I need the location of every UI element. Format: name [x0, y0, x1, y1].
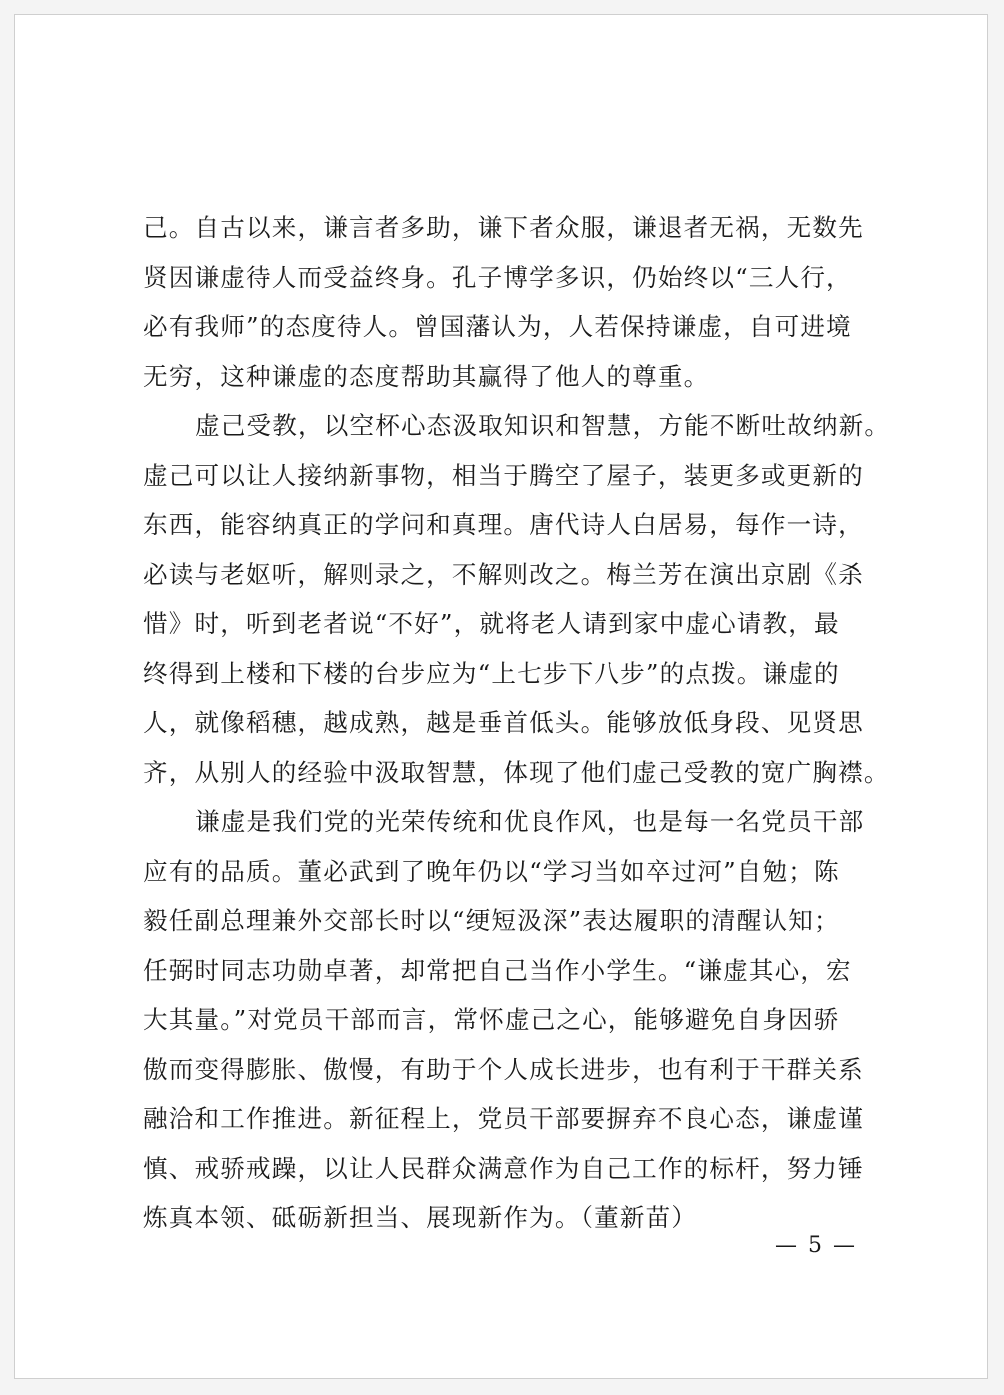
- text-line: 慎、戒骄戒躁，以让人民群众满意作为自己工作的标杆，努力锤: [143, 1153, 864, 1183]
- text-line: 傲而变得膨胀、傲慢，有助于个人成长进步，也有利于干群关系: [143, 1054, 864, 1084]
- text-line: 齐，从别人的经验中汲取智慧，体现了他们虚己受教的宽广胸襟。: [143, 757, 890, 787]
- body-text: [143, 203, 891, 1243]
- text-line: 应有的品质。董必武到了晚年仍以“学习当如卒过河”自勉；陈: [143, 856, 840, 886]
- text-line: 必有我师”的态度待人。曾国藩认为，人若保持谦虚，自可进境: [143, 312, 852, 341]
- page-number: — 5 —: [775, 1233, 857, 1258]
- text-line: 炼真本领、砥砺新担当、展现新作为。（董新苗）: [143, 1203, 698, 1232]
- document-page: [14, 14, 988, 1379]
- text-line: 人，就像稻穗，越成熟，越是垂首低头。能够放低身段、见贤思: [143, 708, 864, 737]
- text-line: 任弼时同志功勋卓著，却常把自己当作小学生。“谦虚其心，宏: [143, 955, 852, 985]
- text-line: 东西，能容纳真正的学问和真理。唐代诗人白居易，每作一诗，: [143, 510, 864, 539]
- text-line: 惜》时，听到老者说“不好”，就将老人请到家中虚心请教，最: [143, 609, 840, 638]
- text-line: 毅任副总理兼外交部长时以“绠短汲深”表达履职的清醒认知；: [143, 906, 840, 935]
- text-line: 大其量。”对党员干部而言，常怀虚己之心，能够避免自身因骄: [143, 1005, 840, 1034]
- text-line: 必读与老妪听，解则录之，不解则改之。梅兰芳在演出京剧《杀: [143, 559, 864, 589]
- paragraph-first-line: 虚己受教，以空杯心态汲取知识和智慧，方能不断吐故纳新。: [195, 411, 891, 440]
- text-line: 终得到上楼和下楼的台步应为“上七步下八步”的点拨。谦虚的: [143, 658, 840, 688]
- text-line: 贤因谦虚待人而受益终身。孔子博学多识，仍始终以“三人行，: [143, 262, 852, 292]
- text-line: 虚己可以让人接纳新事物，相当于腾空了屋子，装更多或更新的: [143, 460, 864, 490]
- text-line: 无穷，这种谦虚的态度帮助其赢得了他人的尊重。: [143, 361, 710, 391]
- text-line: 融洽和工作推进。新征程上，党员干部要摒弃不良心态，谦虚谨: [143, 1104, 864, 1133]
- paragraph-first-line: 谦虚是我们党的光荣传统和优良作风，也是每一名党员干部: [195, 807, 865, 836]
- text-line: 己。自古以来，谦言者多助，谦下者众服，谦退者无祸，无数先: [143, 213, 864, 242]
